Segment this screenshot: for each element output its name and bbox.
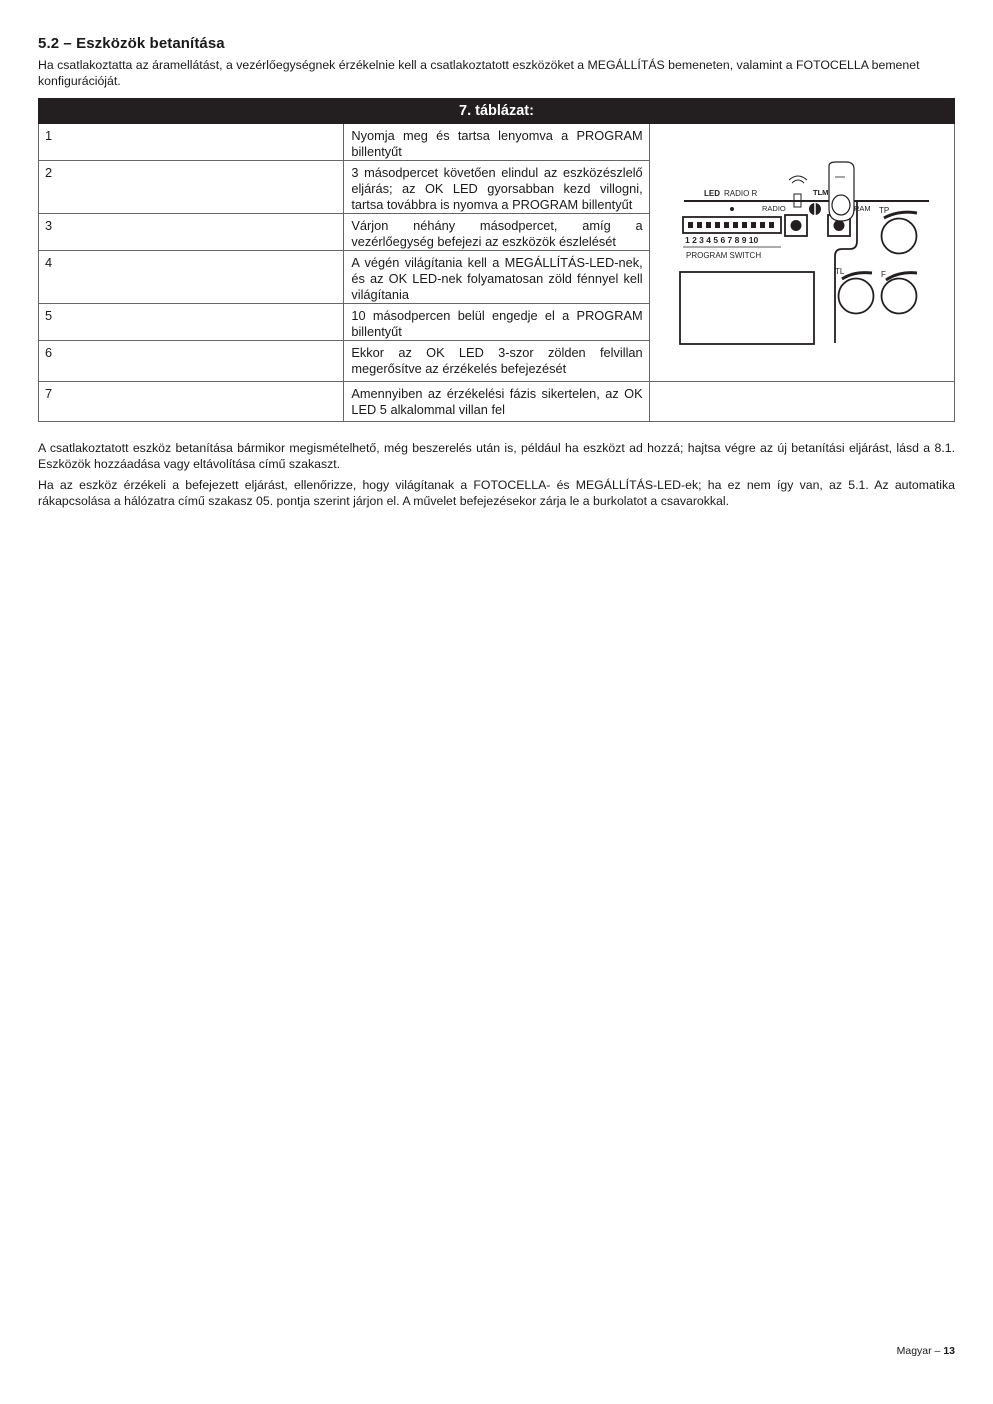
radio-r-label: RADIO R: [724, 188, 758, 198]
step-text: A végén világítania kell a MEGÁLLÍTÁS-LED-nek, és az OK LED-nek folyamatosan zöld fénnyel kell világítania: [344, 251, 649, 304]
footer-language: Magyar –: [896, 1345, 941, 1357]
step-number: 5: [39, 304, 344, 341]
step-text: Nyomja meg és tartsa lenyomva a PROGRAM billentyűt: [344, 124, 649, 161]
tl-label: TL: [835, 266, 845, 276]
step-text: 3 másodpercet követően elindul az eszközészlelő eljárás; az OK LED gyorsabban kezd villogni, tartsa továbbra is nyomva a PROGRAM billentyűt: [344, 161, 649, 214]
table-row: [39, 124, 955, 161]
step-text: 10 másodpercen belül engedje el a PROGRAM billentyűt: [344, 304, 649, 341]
finger-press-icon: [829, 162, 854, 221]
led-label: LED: [704, 188, 721, 198]
radio-button-icon: [785, 215, 807, 236]
radio-signal-icon: [789, 176, 807, 183]
led-dot-icon: [730, 207, 734, 211]
f-button-icon: [882, 278, 917, 313]
page-footer: [897, 1345, 955, 1357]
control-board-diagram-cell: [649, 124, 954, 382]
step-number: 7: [39, 382, 344, 422]
step-number: 3: [39, 214, 344, 251]
radio-label: RADIO: [762, 203, 787, 213]
step-number: 2: [39, 161, 344, 214]
step-number: 4: [39, 251, 344, 304]
step-number: 1: [39, 124, 344, 161]
tl-button-icon: [839, 278, 874, 313]
section-title: 5.2 – Eszközök betanítása: [38, 35, 225, 52]
step-text: Várjon néhány másodpercet, amíg a vezérlőegység befejezi az eszközök észlelését: [344, 214, 649, 251]
step-text: Amennyiben az érzékelési fázis sikertelen, az OK LED 5 alkalommal villan fel: [344, 382, 649, 422]
table-title: 7. táblázat:: [39, 99, 955, 124]
page-number: 13: [943, 1345, 955, 1357]
step-text: Ekkor az OK LED 3-szor zölden felvillan megerősítve az érzékelés befejezését: [344, 341, 649, 382]
program-switch-label: PROGRAM SWITCH: [686, 250, 762, 260]
display-box: [680, 272, 814, 344]
tp-button-icon: [882, 218, 917, 253]
empty-cell: [649, 382, 954, 422]
control-board-diagram: [674, 161, 929, 347]
ram-label: RAM: [854, 203, 871, 213]
body-paragraph: A csatlakoztatott eszköz betanítása bármikor megismételhető, még beszerelés után is, például ha eszközt ad hozzá; hajtsa végre az új betanítási eljárást, lásd a 8.1. Eszközök hozzáadása vagy eltávolítása című szakaszt.: [38, 441, 955, 471]
page-content: [38, 34, 955, 509]
section-intro: Ha csatlakoztatta az áramellátást, a vezérlőegységnek érzékelnie kell a csatlakoztatott eszközöket a MEGÁLLÍTÁS bemeneten, valamint a FOTOCELLA bemenet konfigurációját.: [38, 58, 920, 88]
body-paragraph: Ha az eszköz érzékeli a befejezett eljárást, ellenőrizze, hogy világítanak a FOTOCELLA- és MEGÁLLÍTÁS-LED-ek; ha ez nem így van, az 5.1. Az automatika rákapcsolása a hálózatra című szakasz 05. pontja szerint járjon el. A művelet befejezésekor zárja le a burkolatot a csavarokkal.: [38, 478, 955, 508]
step-number: 6: [39, 341, 344, 382]
dip-switch-icon: [683, 217, 781, 233]
table-row: [39, 382, 955, 422]
f-label: F: [881, 269, 887, 279]
tp-label: TP: [879, 205, 890, 215]
dip-numbers: 1 2 3 4 5 6 7 8 9 10: [685, 234, 759, 245]
tlm-icon: [809, 202, 821, 216]
steps-table: [38, 98, 955, 422]
tlm-label: TLM: [813, 187, 829, 197]
